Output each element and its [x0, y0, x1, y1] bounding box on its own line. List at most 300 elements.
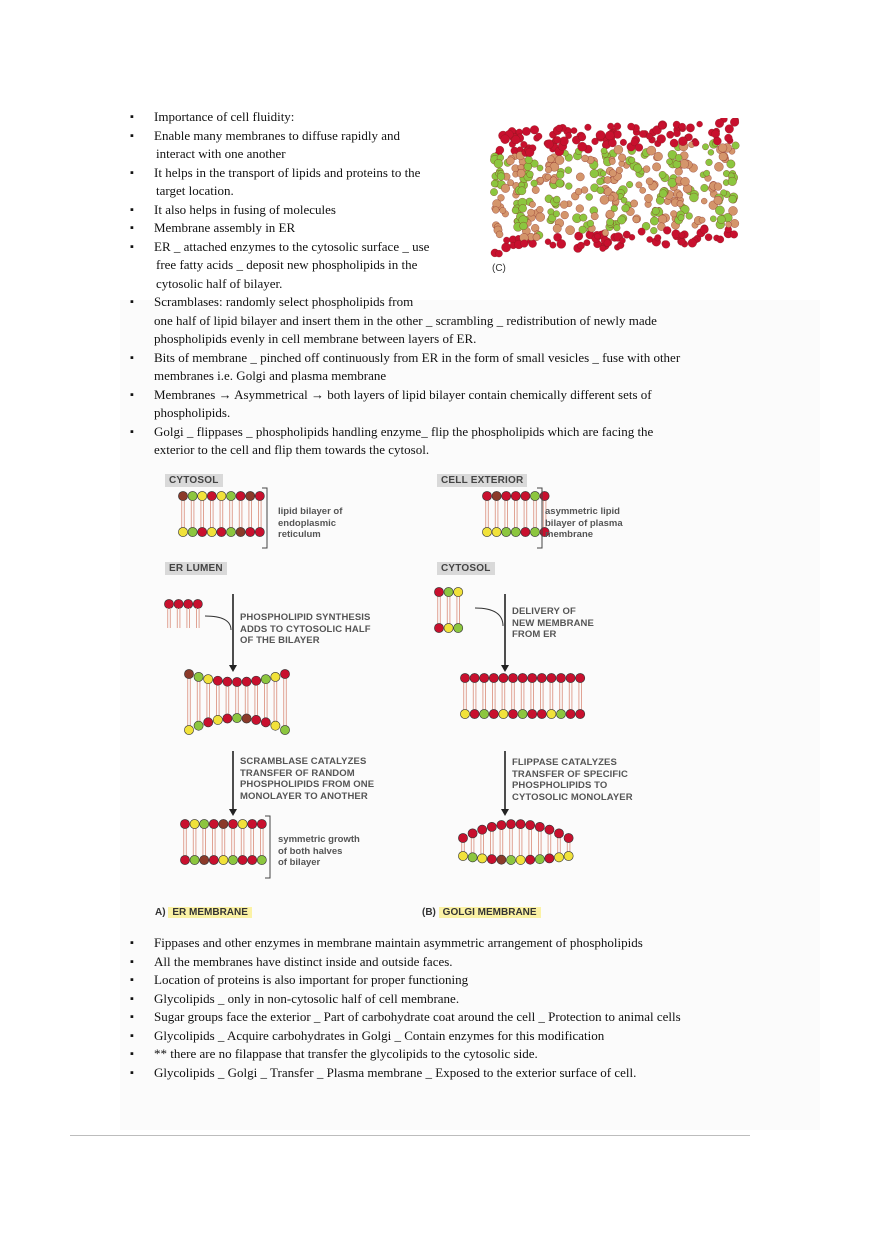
atom [597, 187, 604, 194]
lipid-tail [550, 682, 553, 710]
atom [670, 211, 677, 218]
atom [585, 124, 592, 131]
lipid-head [566, 673, 575, 682]
caption-b: (B) GOLGI MEMBRANE [422, 907, 541, 918]
label-lipid-bilayer-er: lipid bilayer of endoplasmic reticulum [278, 506, 343, 540]
lipid-head [271, 672, 280, 681]
lipid-tail [462, 842, 465, 852]
atom [725, 134, 733, 142]
lipid-tail [481, 834, 484, 855]
lipid-head [554, 853, 563, 862]
atom [600, 195, 609, 204]
lipid-head [511, 491, 520, 500]
atom [587, 220, 594, 227]
lipid-head [478, 825, 487, 834]
lipid-tail [226, 686, 229, 715]
lipid-head [204, 718, 213, 727]
lipid-tail [500, 829, 503, 856]
lipid-head [223, 714, 232, 723]
arrow-head [229, 665, 237, 672]
lipid-head [564, 833, 573, 842]
atom [561, 211, 569, 219]
atom [626, 181, 633, 188]
lipid-head [194, 721, 203, 730]
lipid-head [516, 855, 525, 864]
atom [527, 209, 534, 216]
lipid-tail [438, 596, 441, 624]
lipid-tail [560, 682, 563, 710]
atom [538, 177, 544, 183]
atom [681, 177, 690, 186]
atom [501, 135, 510, 144]
lipid-tail [236, 686, 239, 714]
lipid-head [521, 527, 530, 536]
atom [708, 149, 714, 155]
lipid-head [198, 491, 207, 500]
bullet-item: ▪ Importance of cell fluidity: [130, 108, 740, 127]
lipid-head [213, 676, 222, 685]
caption-a: A) ER MEMBRANE [155, 907, 252, 918]
lipid-head [223, 677, 232, 686]
lipid-head [242, 677, 251, 686]
atom [501, 184, 510, 193]
lipid-tail [255, 685, 258, 716]
lipid-tail [201, 500, 204, 528]
atom [730, 118, 739, 126]
lipid-tail [168, 608, 171, 628]
atom [616, 167, 623, 174]
lipid-head [468, 853, 477, 862]
atom [679, 123, 686, 130]
atom [537, 165, 543, 171]
atom [693, 140, 700, 147]
lipid-head [526, 820, 535, 829]
atom [571, 128, 577, 134]
atom [705, 234, 712, 241]
lipid-tail [539, 831, 542, 855]
lipid-head [238, 819, 247, 828]
lipid-tail [197, 681, 200, 722]
atom [600, 245, 606, 251]
lipid-head [271, 721, 280, 730]
lipid-head [193, 599, 202, 608]
atom [519, 204, 527, 212]
atom [659, 171, 666, 178]
lipid-head [487, 855, 496, 864]
atom [628, 123, 635, 130]
lipid-head [174, 599, 183, 608]
lipid-head [246, 527, 255, 536]
lipid-head [280, 725, 289, 734]
tag-er-lumen: ER LUMEN [165, 562, 227, 575]
atom [646, 133, 652, 139]
atom [602, 230, 608, 236]
lipid-tail [191, 500, 194, 528]
lipid-head [521, 491, 530, 500]
atom [654, 152, 663, 161]
lipid-head [492, 527, 501, 536]
lipid-head [545, 825, 554, 834]
atom [494, 159, 503, 168]
atom [731, 219, 739, 227]
atom [526, 148, 535, 157]
atom [699, 217, 705, 223]
arrow-head [501, 665, 509, 672]
label-scramblase: SCRAMBLASE CATALYZES TRANSFER OF RANDOM PHOSPHOLIPIDS FROM ONE MONOLAYER TO ANOTHER [240, 756, 375, 802]
bullet-item: ▪ Enable many membranes to diffuse rapidly and interact with one another [130, 127, 740, 164]
lipid-head [506, 820, 515, 829]
lipid-tail [569, 682, 572, 710]
atom [718, 144, 727, 153]
lipid-head [207, 491, 216, 500]
lipid-head [497, 820, 506, 829]
lipid-tail [261, 828, 264, 856]
lipid-head [511, 527, 520, 536]
label-symmetric-growth: symmetric growth of both halves of bilayer [278, 834, 360, 868]
lipid-tail [512, 682, 515, 710]
lipid-tail [473, 682, 476, 710]
lipid-head [204, 675, 213, 684]
atom [730, 231, 738, 239]
atom [591, 213, 598, 220]
atom [565, 167, 572, 174]
lipid-head [556, 709, 565, 718]
atom [555, 156, 564, 165]
lipid-head [184, 599, 193, 608]
atom [596, 131, 605, 140]
lipid-tail [188, 678, 191, 726]
atom [606, 219, 613, 226]
lipid-tail [184, 828, 187, 856]
atom [710, 216, 716, 222]
lipid-head [460, 673, 469, 682]
atom [584, 240, 590, 246]
atom [524, 163, 532, 171]
lipid-head [209, 819, 218, 828]
lipid-head [508, 709, 517, 718]
atom [714, 162, 723, 171]
atom [712, 130, 720, 138]
atom [686, 213, 693, 220]
lipid-tail [177, 608, 180, 628]
atom [702, 144, 708, 150]
atom [536, 133, 543, 140]
lipid-head [226, 491, 235, 500]
lipid-tail [207, 683, 210, 718]
atom [727, 160, 735, 168]
atom [614, 123, 621, 130]
atom [713, 137, 721, 145]
atom [717, 236, 724, 243]
lipid-tail [193, 828, 196, 856]
atom [728, 177, 737, 186]
atom [620, 139, 627, 146]
atom [647, 236, 653, 242]
lipid-head [242, 714, 251, 723]
atom [497, 173, 505, 181]
lipid-head [434, 587, 443, 596]
atom [582, 155, 589, 162]
lipid-head [228, 855, 237, 864]
atom [547, 156, 554, 163]
atom [592, 138, 599, 145]
lipid-head [535, 855, 544, 864]
bullet-item: ▪ Membrane assembly in ER [130, 219, 740, 238]
bullet-item: ▪ It helps in the transport of lipids and proteins to the target location. [130, 164, 740, 201]
atom [595, 233, 601, 239]
atom [553, 196, 560, 203]
lipid-head [502, 491, 511, 500]
lipid-head [180, 855, 189, 864]
lipid-head [246, 491, 255, 500]
lipid-head [252, 676, 261, 685]
atom [688, 239, 697, 248]
bullet-item: ▪ Bits of membrane _ pinched off continuously from ER in the form of small vesicles _ fuse with other membranes i.e. Golgi and plasma membrane [130, 349, 740, 386]
atom [609, 139, 617, 147]
atom [604, 240, 611, 247]
lipid-head [460, 709, 469, 718]
bullet-item: ▪ Glycolipids _ Golgi _ Transfer _ Plasma membrane _ Exposed to the exterior surface of cell. [130, 1064, 750, 1083]
lipid-head [178, 491, 187, 500]
lipid-head [564, 851, 573, 860]
atom [652, 207, 659, 214]
membrane-model-image [488, 118, 740, 278]
bullet-item: ▪ Membranes → Asymmetrical → both layers of lipid bilayer contain chemically different sets of phospholipids. [130, 386, 740, 423]
bullet-item: ▪ Golgi _ flippases _ phospholipids handling enzyme_ flip the phospholipids which are facing the exterior to the cell and flip them towards the cytosol. [130, 423, 740, 460]
lipid-tail [182, 500, 185, 528]
atom [556, 179, 564, 187]
atom [576, 205, 584, 213]
lipid-head [280, 669, 289, 678]
lipid-head [547, 709, 556, 718]
atom [715, 119, 724, 128]
lipid-head [261, 675, 270, 684]
lipid-head [257, 855, 266, 864]
lipid-tail [274, 681, 277, 722]
lipid-tail [515, 500, 518, 528]
atom [678, 137, 687, 146]
lipid-tail [491, 831, 494, 855]
atom [614, 225, 621, 232]
atom [638, 228, 645, 235]
lipid-tail [222, 828, 225, 856]
atom [601, 148, 607, 154]
figure-c-label: (C) [492, 263, 506, 274]
atom [496, 231, 503, 238]
lipid-head [178, 527, 187, 536]
atom [646, 178, 653, 185]
atom [726, 222, 732, 228]
lipid-head [526, 855, 535, 864]
tag-cell-exterior: CELL EXTERIOR [437, 474, 527, 487]
lipid-tail [251, 828, 254, 856]
bullet-item: ▪ All the membranes have distinct inside and outside faces. [130, 953, 750, 972]
atom [492, 207, 499, 214]
lipid-head [248, 855, 257, 864]
lipid-tail [211, 500, 214, 528]
lipid-tail [558, 837, 561, 853]
atom [678, 215, 684, 221]
atom [517, 169, 525, 177]
lipid-tail [457, 596, 460, 624]
lipid-head [434, 623, 443, 632]
atom [639, 130, 646, 137]
atom [677, 201, 683, 207]
atom [545, 239, 551, 245]
lipid-head [200, 855, 209, 864]
lipid-tail [217, 685, 220, 716]
lipid-tail [548, 834, 551, 855]
lipid-head [236, 491, 245, 500]
lipid-head [516, 820, 525, 829]
atom [670, 139, 678, 147]
atom [636, 182, 642, 188]
atom [565, 183, 572, 190]
atom [529, 201, 535, 207]
lipid-head [219, 855, 228, 864]
atom [719, 153, 727, 161]
lipid-head [190, 819, 199, 828]
atom [663, 227, 671, 235]
atom [659, 190, 667, 198]
lipid-tail [505, 500, 508, 528]
atom [604, 176, 611, 183]
lipid-head [255, 491, 264, 500]
atom [491, 180, 498, 187]
atom [717, 215, 725, 223]
atom [609, 170, 616, 177]
membrane-assembly-figure [145, 466, 645, 926]
atom [611, 205, 618, 212]
lipid-head [468, 829, 477, 838]
lipid-tail [245, 686, 248, 715]
atom [662, 241, 670, 249]
lipid-head [499, 673, 508, 682]
lipid-tail [213, 828, 216, 856]
atom [496, 146, 504, 154]
lipid-head [184, 725, 193, 734]
lipid-head [198, 527, 207, 536]
lipid-head [232, 713, 241, 722]
lipid-head [190, 855, 199, 864]
atom [579, 134, 586, 141]
atom [533, 234, 540, 241]
atom [581, 187, 588, 194]
atom [527, 171, 534, 178]
lipid-head [444, 623, 453, 632]
bullet-list-bottom [130, 934, 750, 1082]
atom [680, 160, 689, 169]
label-phospholipid-synthesis: PHOSPHOLIPID SYNTHESIS ADDS TO CYTOSOLIC HALF OF THE BILAYER [240, 612, 371, 646]
label-asymmetric-bilayer: asymmetric lipid bilayer of plasma membrane [545, 506, 623, 540]
atom [605, 131, 614, 140]
lipid-head [209, 855, 218, 864]
footer-rule [70, 1135, 750, 1136]
lipid-head [164, 599, 173, 608]
lipid-tail [534, 500, 537, 528]
lipid-head [530, 491, 539, 500]
atom [566, 226, 575, 235]
atom [704, 170, 710, 176]
lipid-head [255, 527, 264, 536]
lipid-head [482, 491, 491, 500]
atom [657, 135, 666, 144]
atom [618, 154, 626, 162]
lipid-head [226, 527, 235, 536]
atom [522, 127, 530, 135]
tag-cytosol-left: CYTOSOL [165, 474, 223, 487]
lipid-head [528, 673, 537, 682]
lipid-head [540, 491, 549, 500]
lipid-head [261, 718, 270, 727]
atom [729, 206, 738, 215]
lipid-tail [502, 682, 505, 710]
atom [579, 226, 587, 234]
atom [556, 125, 563, 132]
atom [675, 154, 682, 161]
atom [622, 204, 630, 212]
lipid-head [576, 673, 585, 682]
lipid-head [219, 819, 228, 828]
lipid-head [188, 527, 197, 536]
atom [545, 167, 552, 174]
atom [500, 207, 506, 213]
atom [620, 238, 626, 244]
label-flippase: FLIPPASE CATALYZES TRANSFER OF SPECIFIC PHOSPHOLIPIDS TO CYTOSOLIC MONOLAYER [512, 757, 633, 803]
bullet-item: ▪ It also helps in fusing of molecules [130, 201, 740, 220]
atom [621, 197, 627, 203]
atom [715, 206, 724, 215]
atom [576, 173, 584, 181]
atom [553, 224, 561, 232]
lipid-head [470, 709, 479, 718]
lipid-tail [239, 500, 242, 528]
bullet-item: ▪ Glycolipids _ only in non-cytosolic half of cell membrane. [130, 990, 750, 1009]
atom [686, 124, 694, 132]
atom [554, 136, 561, 143]
atom [640, 187, 646, 193]
atom [666, 159, 672, 165]
atom [575, 188, 582, 195]
lipid-head [530, 527, 539, 536]
lipid-head [518, 673, 527, 682]
atom [580, 214, 587, 221]
lipid-tail [241, 828, 244, 856]
atom [647, 146, 656, 155]
lipid-head [238, 855, 247, 864]
lipid-head [184, 669, 193, 678]
bullet-item: ▪ Sugar groups face the exterior _ Part of carbohydrate coat around the cell _ Protection to animal cells [130, 1008, 750, 1027]
label-delivery-membrane: DELIVERY OF NEW MEMBRANE FROM ER [512, 606, 594, 640]
atom [673, 160, 681, 168]
lipid-head [470, 673, 479, 682]
atom [609, 158, 615, 164]
lipid-head [480, 673, 489, 682]
atom [490, 188, 497, 195]
atom [560, 137, 569, 146]
atom [714, 196, 722, 204]
lipid-tail [232, 828, 235, 856]
atom [557, 239, 566, 248]
lipid-tail [510, 828, 513, 856]
lipid-tail [521, 682, 524, 710]
lipid-head [497, 855, 506, 864]
lipid-tail [483, 682, 486, 710]
atom [518, 187, 526, 195]
atom [635, 144, 643, 152]
atom [502, 243, 511, 252]
lipid-head [518, 709, 527, 718]
